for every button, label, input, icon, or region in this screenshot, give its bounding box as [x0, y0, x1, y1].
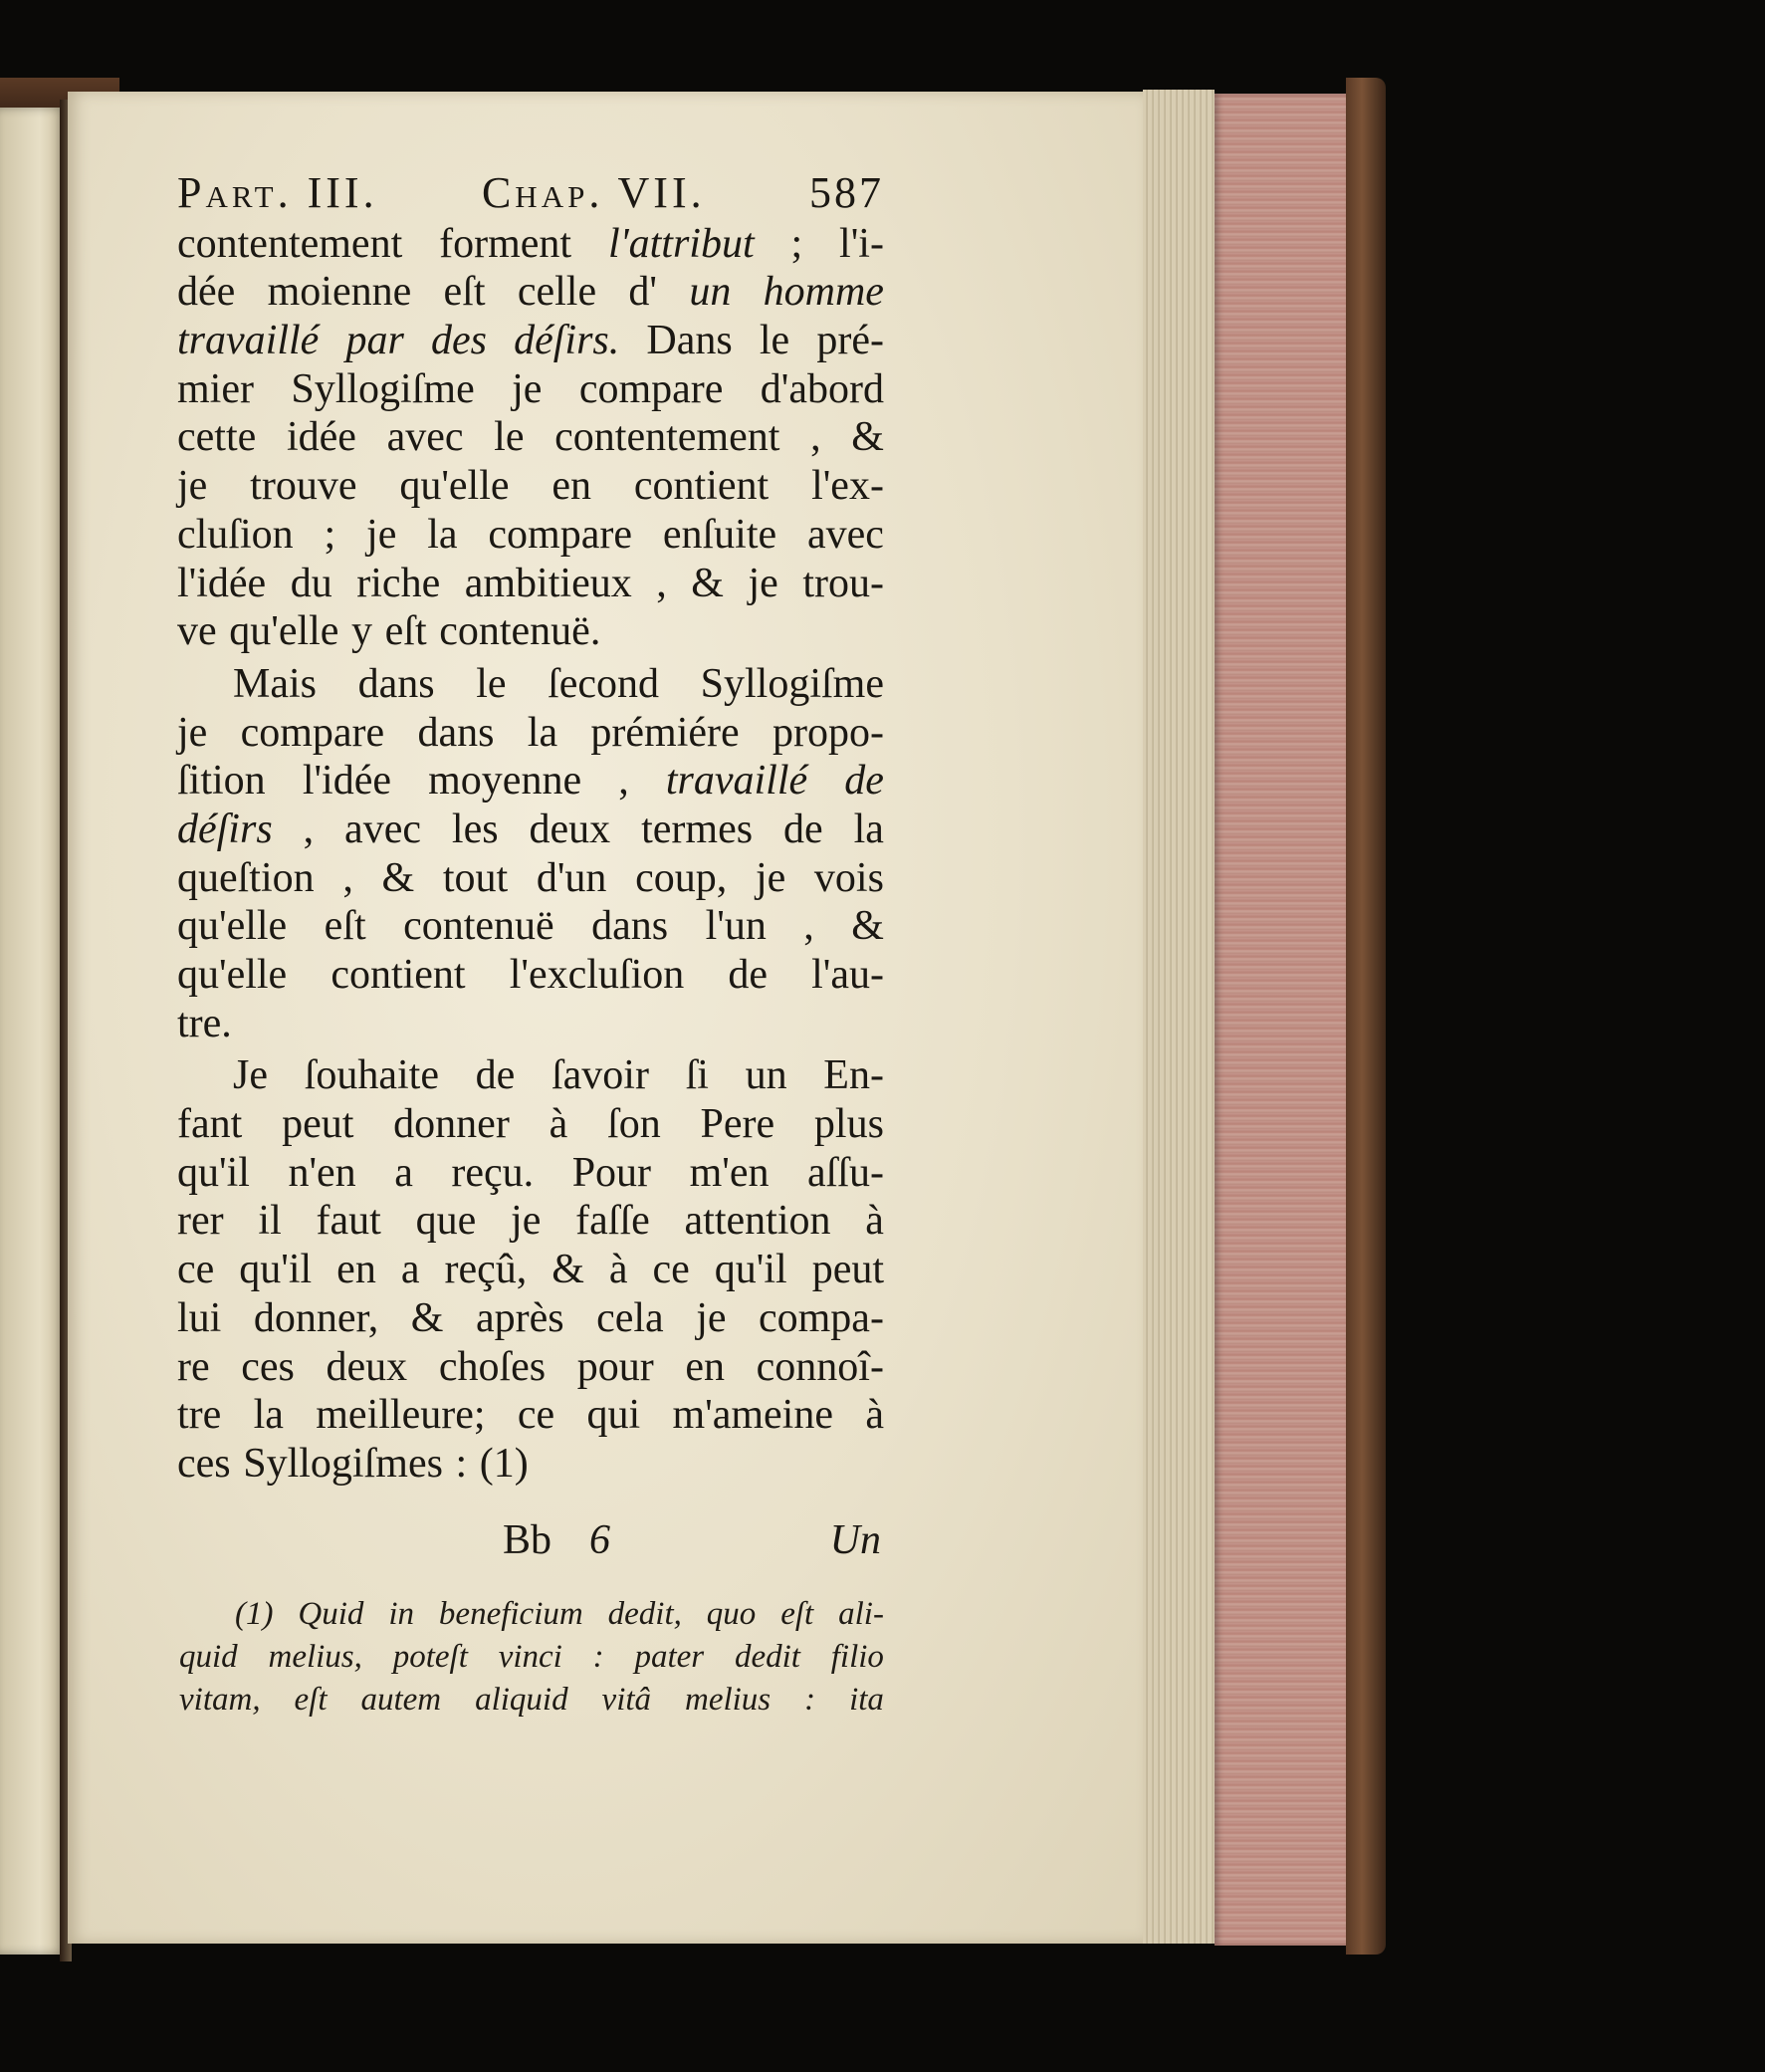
text-line: qu'elle eſt contenuë dans l'un , & — [177, 903, 884, 950]
footnote-line: vitam, eſt autem aliquid vitâ melius : ita — [179, 1682, 884, 1718]
text-line: lui donner, & après cela je compa- — [177, 1294, 884, 1341]
footnote-line: quid melius, poteſt vinci : pater dedit filio — [179, 1639, 884, 1675]
text-line: cette idée avec le contentement , & — [177, 414, 884, 461]
text-line: ces Syllogiſmes : (1) — [177, 1440, 529, 1487]
text-line: tre. — [177, 1000, 232, 1046]
footnote-line: (1) Quid in beneficium dedit, quo eſt ali- — [235, 1596, 884, 1632]
text-line: ce qu'il en a reçû, & à ce qu'il peut — [177, 1247, 884, 1293]
running-header — [177, 169, 884, 218]
paragraph-3 — [177, 1051, 884, 1488]
text-line: re ces deux choſes pour en connoî- — [177, 1343, 884, 1390]
footnote — [179, 1593, 884, 1722]
page-text — [177, 169, 884, 1489]
signature-line — [503, 1516, 881, 1564]
text-line: ſition l'idée moyenne , travaillé de — [177, 758, 884, 805]
text-line: queſtion , & tout d'un coup, je vois — [177, 854, 884, 901]
signature-number: 6 — [589, 1517, 611, 1563]
catchword: Un — [829, 1517, 881, 1563]
paragraph-2 — [177, 660, 884, 1048]
page-number: 587 — [808, 168, 884, 217]
page-block-edge — [1143, 90, 1214, 1944]
text-line: je compare dans la prémiére propo- — [177, 709, 884, 756]
text-line: fant peut donner à ſon Pere plus — [177, 1101, 884, 1148]
text-line: contentement forment l'attribut ; l'i- — [177, 220, 884, 267]
paragraph-1 — [177, 220, 884, 656]
text-line: qu'elle contient l'excluſion de l'au- — [177, 952, 884, 999]
text-line: rer il faut que je faſſe attention à — [177, 1198, 884, 1245]
text-line: Mais dans le ſecond Syllogiſme — [233, 660, 884, 707]
header-part: Part. III. — [177, 168, 378, 217]
text-line: travaillé par des déſirs. Dans le pré- — [177, 318, 884, 364]
text-line: l'idée du riche ambitieux , & je trou- — [177, 560, 884, 606]
red-sprinkled-fore-edge — [1214, 94, 1349, 1946]
text-line: mier Syllogiſme je compare d'abord — [177, 365, 884, 412]
text-line: je trouve qu'elle en contient l'ex- — [177, 463, 884, 510]
signature-mark: Bb — [503, 1517, 552, 1563]
text-line: ve qu'elle y eſt contenuë. — [177, 608, 601, 655]
text-line: déſirs , avec les deux termes de la — [177, 806, 884, 852]
text-line: tre la meilleure; ce qui m'ameine à — [177, 1392, 884, 1439]
text-line: dée moienne eſt celle d' un homme — [177, 269, 884, 316]
text-line: Je ſouhaite de ſavoir ſi un En- — [233, 1052, 884, 1099]
text-line: qu'il n'en a reçu. Pour m'en aſſu- — [177, 1149, 884, 1196]
back-cover-board — [1346, 78, 1386, 1955]
text-line: cluſion ; je la compare enſuite avec — [177, 511, 884, 558]
header-chapter: Chap. VII. — [481, 168, 706, 217]
left-page-edge — [0, 108, 66, 1955]
